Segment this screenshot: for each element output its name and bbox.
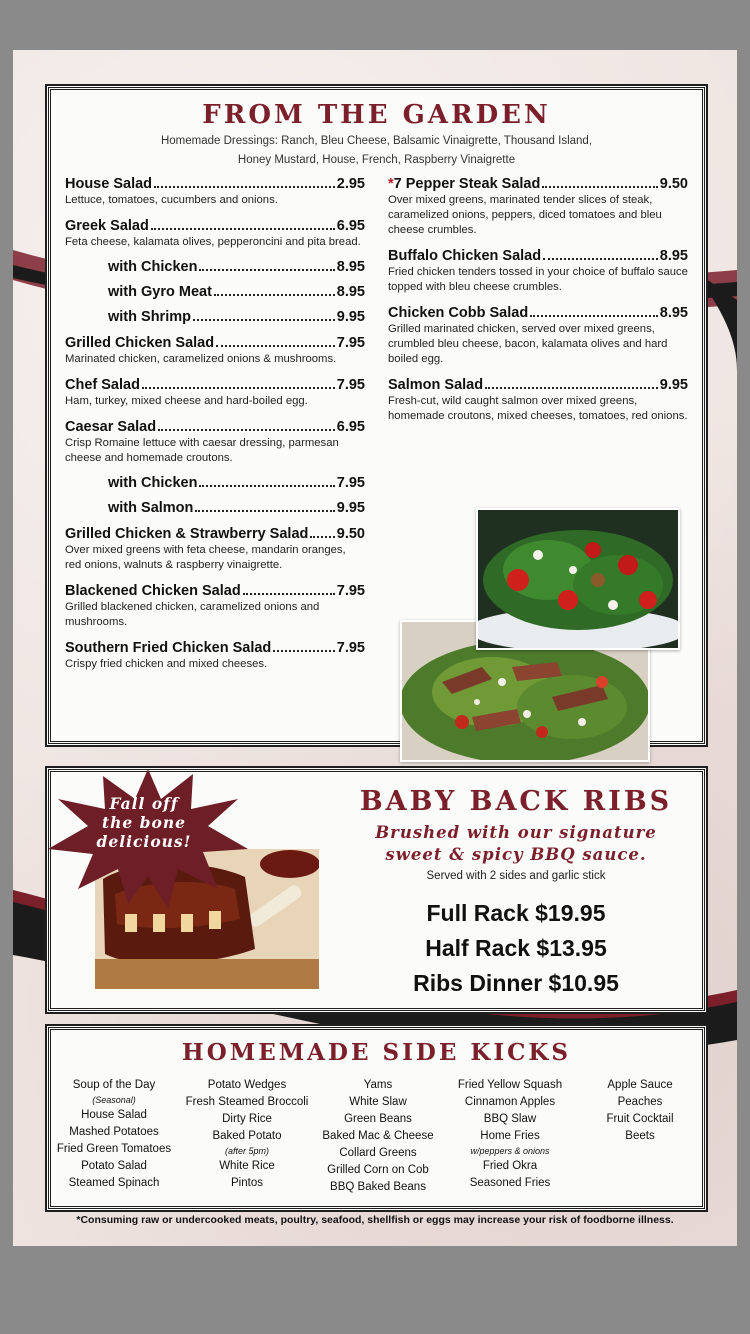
menu-item bbox=[65, 335, 365, 367]
ribs-price-list bbox=[351, 896, 681, 1001]
side-item: Dirty Rice bbox=[222, 1113, 272, 1125]
item-name: Caesar Salad bbox=[65, 419, 157, 435]
item-name: Blackened Chicken Salad bbox=[65, 583, 241, 599]
side-note: (after 5pm) bbox=[224, 1146, 269, 1156]
menu-page bbox=[13, 50, 737, 1246]
side-item: Fruit Cocktail bbox=[606, 1113, 674, 1125]
side-item: Collard Greens bbox=[339, 1147, 417, 1159]
addon-price: 7.95 bbox=[336, 475, 365, 491]
burst-line-3: delicious! bbox=[96, 832, 192, 851]
garden-right-column bbox=[388, 176, 688, 434]
menu-item bbox=[65, 583, 365, 630]
item-price: 8.95 bbox=[659, 305, 688, 321]
side-item: Fried Okra bbox=[482, 1160, 538, 1172]
side-item: Fried Yellow Squash bbox=[457, 1079, 563, 1091]
sides-panel bbox=[48, 1027, 705, 1209]
addon-name: with Shrimp bbox=[108, 309, 191, 325]
addon-price: 8.95 bbox=[336, 284, 365, 300]
sides-column-3 bbox=[315, 1077, 441, 1196]
item-addon bbox=[108, 309, 365, 325]
garden-panel bbox=[48, 87, 705, 744]
dressings-line-1: Homemade Dressings: Ranch, Bleu Cheese, Balsamic Vinaigrette, Thousand Island, bbox=[160, 135, 593, 147]
item-description: Fried chicken tenders tossed in your choice of buffalo sauce topped with bleu cheese crumbles. bbox=[388, 266, 688, 293]
item-description: Fresh-cut, wild caught salmon over mixed greens, homemade croutons, mixed cheeses, tomatoes, red onions. bbox=[388, 395, 688, 422]
item-name: Southern Fried Chicken Salad bbox=[65, 640, 272, 656]
item-name: Greek Salad bbox=[65, 218, 149, 234]
ribs-panel bbox=[48, 769, 705, 1011]
item-description: Ham, turkey, mixed cheese and hard-boiled egg. bbox=[65, 395, 308, 407]
side-note: w/peppers & onions bbox=[470, 1146, 550, 1156]
raw-warning-star: * bbox=[388, 176, 394, 192]
item-price: 7.95 bbox=[336, 335, 365, 351]
menu-item bbox=[65, 419, 365, 516]
addon-name: with Chicken bbox=[108, 259, 198, 275]
item-name: House Salad bbox=[65, 176, 153, 192]
side-item: Soup of the Day bbox=[72, 1079, 156, 1091]
side-item: Steamed Spinach bbox=[68, 1177, 160, 1189]
item-description: Feta cheese, kalamata olives, pepperoncini and pita bread. bbox=[65, 236, 361, 248]
item-addon bbox=[108, 259, 365, 275]
starburst-text bbox=[89, 794, 199, 851]
sides-column-2 bbox=[183, 1077, 311, 1192]
item-addon bbox=[108, 284, 365, 300]
side-item: Potato Wedges bbox=[207, 1079, 287, 1091]
side-item: Mashed Potatoes bbox=[69, 1126, 159, 1138]
tagline-line-2: sweet & spicy BBQ sauce. bbox=[385, 845, 647, 864]
menu-item bbox=[388, 305, 688, 367]
sides-title: HOMEMADE SIDE KICKS bbox=[181, 1039, 572, 1066]
addon-name: with Salmon bbox=[108, 500, 194, 516]
ribs-tagline bbox=[351, 822, 681, 866]
addon-name: with Chicken bbox=[108, 475, 198, 491]
item-price: 6.95 bbox=[336, 218, 365, 234]
menu-item bbox=[65, 377, 365, 409]
item-price: 7.95 bbox=[336, 377, 365, 393]
dressings-line-2: Honey Mustard, House, French, Raspberry Vinaigrette bbox=[237, 154, 516, 166]
item-price: 9.95 bbox=[659, 377, 688, 393]
item-description: Over mixed greens, marinated tender slices of steak, caramelized onions, peppers, diced tomatoes and bleu cheese crumbles. bbox=[388, 194, 662, 236]
burst-line-2: the bone bbox=[102, 813, 186, 832]
item-name: 7 Pepper Steak Salad bbox=[393, 176, 541, 192]
ribs-title: BABY BACK RIBS bbox=[359, 786, 673, 817]
menu-item bbox=[388, 176, 688, 238]
side-item: Green Beans bbox=[344, 1113, 412, 1125]
side-item: BBQ Baked Beans bbox=[330, 1181, 426, 1193]
side-item: Yams bbox=[363, 1079, 393, 1091]
item-name: Grilled Chicken & Strawberry Salad bbox=[65, 526, 309, 542]
ribs-price-full: Full Rack $19.95 bbox=[426, 900, 606, 926]
item-price: 6.95 bbox=[336, 419, 365, 435]
side-item: Home Fries bbox=[480, 1130, 540, 1142]
item-addon bbox=[108, 500, 365, 516]
menu-item bbox=[388, 248, 688, 295]
side-item: Peaches bbox=[617, 1096, 663, 1108]
side-item: Baked Potato bbox=[212, 1130, 282, 1142]
addon-name: with Gyro Meat bbox=[108, 284, 212, 300]
side-item: Apple Sauce bbox=[607, 1079, 673, 1091]
item-name: Buffalo Chicken Salad bbox=[388, 248, 542, 264]
side-item: Fresh Steamed Broccoli bbox=[185, 1096, 309, 1108]
item-price: 2.95 bbox=[336, 176, 365, 192]
side-item: White Slaw bbox=[349, 1096, 407, 1108]
item-description: Marinated chicken, caramelized onions & mushrooms. bbox=[65, 353, 337, 365]
ribs-served-note: Served with 2 sides and garlic stick bbox=[426, 870, 606, 882]
garden-left-column bbox=[65, 176, 365, 682]
item-price: 7.95 bbox=[336, 583, 365, 599]
side-item: Pintos bbox=[231, 1177, 263, 1189]
item-description: Over mixed greens with feta cheese, mandarin oranges, red onions, walnuts & raspberry vinaigrette. bbox=[65, 544, 346, 571]
item-name: Salmon Salad bbox=[388, 377, 484, 393]
side-item: House Salad bbox=[81, 1109, 147, 1121]
item-description: Crisp Romaine lettuce with caesar dressing, parmesan cheese and homemade croutons. bbox=[65, 437, 339, 464]
item-name: Chicken Cobb Salad bbox=[388, 305, 529, 321]
side-item: Grilled Corn on Cob bbox=[327, 1164, 429, 1176]
side-item: Seasoned Fries bbox=[469, 1177, 551, 1189]
foodborne-illness-disclaimer: *Consuming raw or undercooked meats, poultry, seafood, shellfish or eggs may increase your risk of foodborne illness. bbox=[76, 1214, 674, 1226]
item-name: Chef Salad bbox=[65, 377, 140, 393]
item-price: 8.95 bbox=[659, 248, 688, 264]
side-item: Cinnamon Apples bbox=[464, 1096, 556, 1108]
side-item: BBQ Slaw bbox=[483, 1113, 537, 1125]
item-description: Crispy fried chicken and mixed cheeses. bbox=[65, 658, 268, 670]
side-item: Baked Mac & Cheese bbox=[322, 1130, 434, 1142]
addon-price: 9.95 bbox=[336, 500, 365, 516]
dressings-note bbox=[51, 132, 702, 170]
menu-item bbox=[388, 377, 688, 424]
side-item: Potato Salad bbox=[81, 1160, 147, 1172]
sides-column-5 bbox=[577, 1077, 703, 1145]
item-price: 7.95 bbox=[336, 640, 365, 656]
tagline-line-1: Brushed with our signature bbox=[375, 823, 657, 842]
item-addon bbox=[108, 475, 365, 491]
burst-line-1: Fall off bbox=[109, 794, 179, 813]
garden-title: FROM THE GARDEN bbox=[202, 100, 551, 130]
side-item: Beets bbox=[625, 1130, 655, 1142]
menu-item bbox=[65, 176, 365, 208]
item-description: Lettuce, tomatoes, cucumbers and onions. bbox=[65, 194, 278, 206]
side-item: Fried Green Tomatoes bbox=[56, 1143, 172, 1155]
item-description: Grilled marinated chicken, served over mixed greens, crumbled bleu cheese, bacon, kalamata olives and hard boiled egg. bbox=[388, 323, 668, 365]
strawberry-salad-photo bbox=[476, 508, 680, 650]
sides-column-4 bbox=[447, 1077, 573, 1192]
side-note: (Seasonal) bbox=[92, 1095, 136, 1105]
menu-item bbox=[65, 526, 365, 573]
menu-item bbox=[65, 218, 365, 325]
item-price: 9.50 bbox=[659, 176, 688, 192]
addon-price: 9.95 bbox=[336, 309, 365, 325]
ribs-price-half: Half Rack $13.95 bbox=[425, 935, 607, 961]
item-description: Grilled blackened chicken, caramelized onions and mushrooms. bbox=[65, 601, 320, 628]
side-item: White Rice bbox=[219, 1160, 275, 1172]
menu-item bbox=[65, 640, 365, 672]
sides-column-1 bbox=[51, 1077, 177, 1192]
ribs-price-dinner: Ribs Dinner $10.95 bbox=[413, 970, 619, 996]
item-price: 9.50 bbox=[336, 526, 365, 542]
addon-price: 8.95 bbox=[336, 259, 365, 275]
item-name: Grilled Chicken Salad bbox=[65, 335, 215, 351]
